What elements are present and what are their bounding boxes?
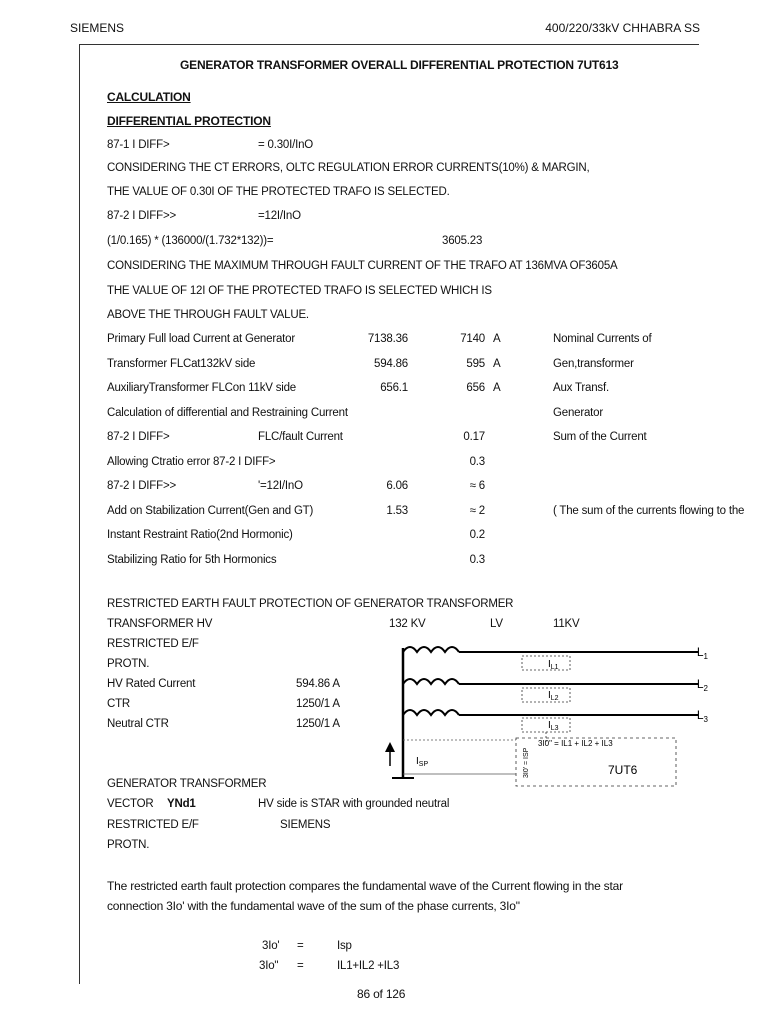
line-above-fault: ABOVE THE THROUGH FAULT VALUE.: [107, 309, 309, 321]
table-cell-d: 7140: [460, 333, 485, 345]
formula-1-lhs: 3Io': [262, 940, 280, 952]
table-cell-e: A: [493, 357, 501, 370]
table-cell-f: ( The sum of the currents flowing to the: [553, 504, 745, 517]
ct-box-l3: [522, 718, 570, 732]
table-cell-c: 594.86: [374, 357, 408, 370]
header-left: SIEMENS: [70, 21, 125, 35]
table-cell-d: ≈ 6: [469, 480, 485, 492]
table-cell-b: FLC/fault Current: [258, 431, 343, 443]
sum-equation: 3I0" = IL1 + IL2 + IL3: [538, 739, 613, 748]
ref-hv-rated-value: 594.86 A: [296, 678, 340, 690]
table-cell-d: ≈ 2: [469, 504, 485, 517]
line-87-2-label: 87-2 I DIFF>>: [107, 210, 176, 222]
section-calculation: CALCULATION: [107, 90, 191, 104]
para-line-2: connection 3Io' with the fundamental wave of the sum of the phase currents, 3Io": [107, 899, 520, 913]
table-cell-c: 7138.36: [367, 333, 408, 345]
label-isp: $I_{SP}$: [416, 756, 429, 768]
gt-vector-value: YNd1: [167, 798, 196, 810]
table-cell-c: 656.1: [380, 382, 408, 394]
formula-2-eq: =: [297, 960, 304, 972]
line-considering-ct: CONSIDERING THE CT ERRORS, OLTC REGULATION ERROR CURRENTS(10%) & MARGIN,: [107, 162, 590, 174]
frame-top-rule: [79, 44, 699, 45]
table-cell-a: Instant Restraint Ratio(2nd Hormonic): [107, 529, 293, 541]
winding-1: [403, 647, 459, 652]
formula-1-rhs: Isp: [337, 940, 352, 952]
line-87-1-label: 87-1 I DIFF>: [107, 139, 170, 151]
table-cell-c: 1.53: [386, 504, 408, 517]
winding-2: [403, 679, 459, 684]
label-l2: $L_2$: [696, 677, 708, 693]
ct-box-l1: [522, 656, 570, 670]
ct-box-l2: [522, 688, 570, 702]
line-value-12i: THE VALUE OF 12I OF THE PROTECTED TRAFO IS SELECTED WHICH IS: [107, 285, 492, 297]
table-cell-e: A: [493, 382, 501, 394]
ref-lv-label: LV: [490, 618, 503, 630]
ref-protn-label: PROTN.: [107, 658, 150, 670]
frame-left-rule: [79, 44, 80, 984]
label-l1: $L_1$: [696, 645, 708, 661]
ref-ctr-value: 1250/1 A: [296, 698, 340, 710]
table-cell-f: Nominal Currents of: [553, 333, 652, 345]
gt-protn: PROTN.: [107, 839, 150, 851]
table-cell-d: 0.3: [469, 553, 485, 566]
line-considering-max: CONSIDERING THE MAXIMUM THROUGH FAULT CURRENT OF THE TRAFO AT 136MVA OF3605A: [107, 260, 618, 272]
table-cell-a: Allowing Ctratio error 87-2 I DIFF>: [107, 455, 276, 468]
gt-label: GENERATOR TRANSFORMER: [107, 778, 267, 790]
line-formula-result: 3605.23: [442, 235, 483, 247]
ref-nctr-label: Neutral CTR: [107, 718, 169, 730]
table-cell-f: Generator: [553, 406, 603, 419]
table-cell-f: Sum of the Current: [553, 431, 647, 443]
ref-hv-rated-label: HV Rated Current: [107, 678, 196, 690]
ref-title: RESTRICTED EARTH FAULT PROTECTION OF GENERATOR TRANSFORMER: [107, 598, 514, 610]
table-cell-e: A: [493, 333, 501, 345]
label-il2: $I_{L2}$: [548, 690, 559, 702]
relay-label: 7UT6: [608, 763, 638, 777]
ref-ef-label: RESTRICTED E/F: [107, 638, 199, 650]
table-cell-a: Stabilizing Ratio for 5th Hormonics: [107, 553, 277, 566]
table-cell-f: Aux Transf.: [553, 382, 609, 394]
line-87-2-value: =12I/InO: [258, 210, 301, 222]
table-cell-a: Transformer FLCat132kV side: [107, 357, 256, 370]
table-cell-d: 595: [466, 357, 485, 370]
formula-2-rhs: IL1+IL2 +IL3: [337, 960, 400, 972]
label-il3: $I_{L3}$: [548, 720, 559, 732]
ct-dashed-boxes: [522, 656, 570, 744]
ref-hv-label: TRANSFORMER HV: [107, 618, 213, 630]
table-cell-a: 87-2 I DIFF>: [107, 431, 170, 443]
table-cell-d: 656: [466, 382, 485, 394]
line-87-1-value: = 0.30I/InO: [258, 139, 314, 151]
formula-1-eq: =: [297, 940, 304, 952]
table-cell-a: Primary Full load Current at Generator: [107, 333, 295, 345]
ref-nctr-value: 1250/1 A: [296, 718, 340, 730]
header-right: 400/220/33kV CHHABRA SS: [545, 21, 700, 35]
table-cell-d: 0.17: [463, 431, 485, 443]
table-cell-a: 87-2 I DIFF>>: [107, 480, 176, 492]
table-cell-a: Add on Stabilization Current(Gen and GT): [107, 504, 314, 517]
gt-ref-ef: RESTRICTED E/F: [107, 819, 199, 831]
formula-2-lhs: 3Io": [259, 960, 279, 972]
table-cell-f: Gen,transformer: [553, 357, 634, 370]
table-cell-d: 0.2: [469, 529, 485, 541]
isp-arrow-head: [385, 742, 395, 752]
line-formula: (1/0.165) * (136000/(1.732*132))=: [107, 235, 274, 247]
ref-wiring-diagram: [380, 638, 710, 788]
ref-hv-value: 132 KV: [389, 618, 426, 630]
winding-3: [403, 710, 459, 715]
ref-lv-value: 11KV: [553, 618, 580, 630]
ref-ctr-label: CTR: [107, 698, 131, 710]
table-cell-d: 0.3: [469, 455, 485, 468]
gt-vector-label: VECTOR: [107, 798, 154, 810]
table-cell-a: AuxiliaryTransformer FLCon 11kV side: [107, 382, 297, 394]
section-differential: DIFFERENTIAL PROTECTION: [107, 114, 271, 128]
gt-siemens: SIEMENS: [280, 819, 331, 831]
label-l3: $L_3$: [696, 708, 708, 724]
label-il1: $I_{L1}$: [548, 659, 559, 671]
gt-vector-desc: HV side is STAR with grounded neutral: [258, 798, 450, 810]
transformer-windings: [403, 647, 459, 715]
page-title: GENERATOR TRANSFORMER OVERALL DIFFERENTIAL PROTECTION 7UT613: [180, 58, 619, 72]
table-cell-a: Calculation of differential and Restraining Current: [107, 406, 348, 419]
line-value-030: THE VALUE OF 0.30I OF THE PROTECTED TRAFO IS SELECTED.: [107, 186, 450, 198]
table-cell-c: 6.06: [386, 480, 408, 492]
table-cell-b: '=12I/InO: [258, 480, 303, 492]
para-line-1: The restricted earth fault protection compares the fundamental wave of the Current flowing in the star: [107, 879, 623, 893]
page-number: 86 of 126: [357, 987, 406, 1001]
label-3i0-vertical: 3I0' = ISP: [523, 747, 530, 778]
